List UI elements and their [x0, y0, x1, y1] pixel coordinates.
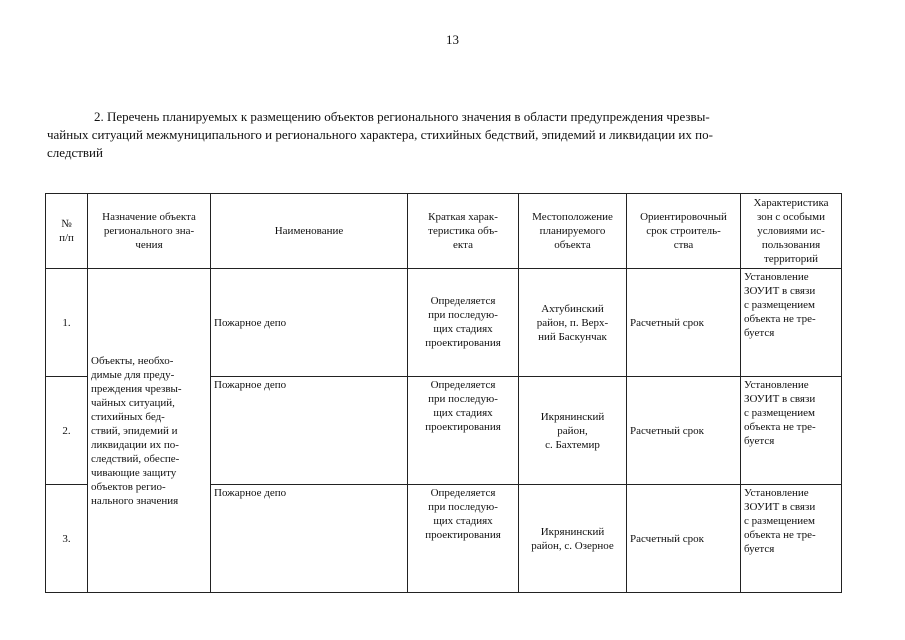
row-number: 2.	[46, 377, 88, 485]
row-number: 3.	[46, 485, 88, 593]
header-purpose: Назначение объекта регионального зна- чения	[88, 194, 211, 269]
document-heading	[47, 108, 817, 162]
purpose-cell: Объекты, необхо- димые для преду- преждения чрезвы- чайных ситуаций, стихийных бед- ствий, эпидемий и ликвидации их по- следствий, обеспе- чивающие защиту объектов регио- нального значения	[88, 269, 211, 593]
heading-line: следствий	[47, 145, 103, 160]
table-row	[46, 269, 842, 377]
zone-characteristic: Установление ЗОУИТ в связи с размещением объекта не тре- буется	[741, 377, 842, 485]
object-name: Пожарное депо	[211, 485, 408, 593]
header-description: Краткая харак- теристика объ- екта	[408, 194, 519, 269]
object-description: Определяется при последую- щих стадиях проектирования	[408, 269, 519, 377]
header-name: Наименование	[211, 194, 408, 269]
object-location: Икрянинский район, с. Бахтемир	[519, 377, 627, 485]
heading-line: чайных ситуаций межмуниципального и регионального характера, стихийных бедствий, эпидемий и ликвидации их по-	[47, 127, 713, 142]
object-location: Икрянинский район, с. Озерное	[519, 485, 627, 593]
zone-characteristic: Установление ЗОУИТ в связи с размещением объекта не тре- буется	[741, 269, 842, 377]
construction-term: Расчетный срок	[627, 377, 741, 485]
header-zone: Характеристика зон с особыми условиями ис- пользования территорий	[741, 194, 842, 269]
construction-term: Расчетный срок	[627, 269, 741, 377]
header-number: № п/п	[46, 194, 88, 269]
zone-characteristic: Установление ЗОУИТ в связи с размещением объекта не тре- буется	[741, 485, 842, 593]
heading-line: 2. Перечень планируемых к размещению объектов регионального значения в области предупреждения чрезвы-	[94, 109, 710, 124]
objects-table	[45, 193, 842, 593]
object-location: Ахтубинский район, п. Верх- ний Баскунчак	[519, 269, 627, 377]
object-name: Пожарное депо	[211, 269, 408, 377]
object-name: Пожарное депо	[211, 377, 408, 485]
object-description: Определяется при последую- щих стадиях проектирования	[408, 377, 519, 485]
row-number: 1.	[46, 269, 88, 377]
page-number: 13	[446, 32, 459, 47]
header-term: Ориентировочный срок строитель- ства	[627, 194, 741, 269]
table-header-row	[46, 194, 842, 269]
header-location: Местоположение планируемого объекта	[519, 194, 627, 269]
construction-term: Расчетный срок	[627, 485, 741, 593]
object-description: Определяется при последую- щих стадиях проектирования	[408, 485, 519, 593]
